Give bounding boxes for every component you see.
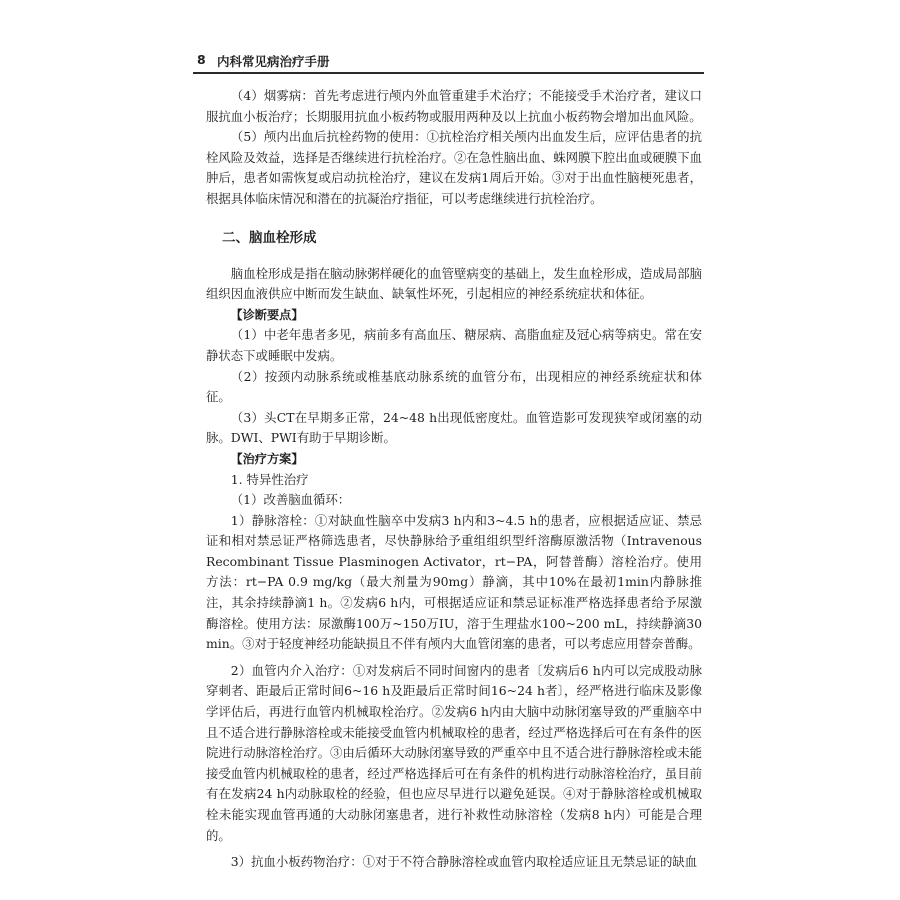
paragraph-antiplatelet: 3）抗血小板药物治疗：①对于不符合静脉溶栓或血管内取栓适应证且无禁忌证的缺血	[230, 854, 698, 870]
section-title: 二、脑血栓形成	[222, 229, 317, 246]
paragraph-diagnosis-3: （3）头CT在早期多正常，24~48 h出现低密度灶。血管造影可发现狭窄或闭塞的动脉。DWI、PWI有助于早期诊断。	[206, 409, 702, 446]
page-body	[206, 86, 702, 873]
paragraph-iv-thrombolysis: 1）静脉溶栓：①对缺血性脑卒中发病3 h内和3~4.5 h的患者，应根据适应证、禁忌证和相对禁忌证严格筛选患者，尽快静脉给予重组组织型纤溶酶原激活物（Intravenous Recombinant Tissue Plasminogen Activator，rt−PA，阿替普酶）溶栓治疗。使用方法：rt−PA 0.9 mg/kg（最大剂量为90mg）静滴，其中10%在最初1min内静脉推注，其余持续静滴1 h。②发病6 h内，可根据适应证和禁忌证标准严格选择患者给予尿激酶溶栓。使用方法：尿激酶100万~150万IU，溶于生理盐水100~200 mL，持续静滴30 min。③对于轻度神经功能缺损且不伴有颅内大血管闭塞的患者，可以考虑应用替奈普酶。	[206, 512, 702, 652]
paragraph-antithrombotic-after-hemorrhage: （5）颅内出血后抗栓药物的使用：①抗栓治疗相关颅内出血发生后，应评估患者的抗栓风险及效益，选择是否继续进行抗栓治疗。②在急性脑出血、蛛网膜下腔出血或硬膜下血肿后，患者如需恢复或启动抗栓治疗，建议在发病1周后开始。③对于出血性脑梗死患者，根据具体临床情况和潜在的抗凝治疗指征，可以考虑继续进行抗栓治疗。	[206, 129, 702, 206]
label-treatment: 【治疗方案】	[230, 451, 304, 466]
paragraph-diagnosis-2: （2）按颈内动脉系统或椎基底动脉系统的血管分布，出现相应的神经系统症状和体征。	[206, 368, 702, 405]
book-title: 内科常见病治疗手册	[217, 54, 330, 69]
paragraph-moyamoya: （4）烟雾病：首先考虑进行颅内外血管重建手术治疗；不能接受手术治疗者，建议口服抗血小板治疗；长期服用抗血小板药物或服用两种及以上抗血小板药物会增加出血风险。	[206, 88, 702, 124]
paragraph-improve-circulation: （1）改善脑血循环：	[230, 492, 351, 508]
page-number: 8	[197, 52, 206, 67]
paragraph-endovascular: 2）血管内介入治疗：①对发病后不同时间窗内的患者〔发病后6 h内可以完成股动脉穿刺者、距最后正常时间6~16 h及距最后正常时间16~24 h者〕，经严格进行临床及影像学评估后，再进行血管内机械取栓治疗。②发病6 h内由大脑中动脉闭塞导致的严重脑卒中且不适合进行静脉溶栓或未能接受血管内机械取栓的患者，经过严格选择后可在有条件的医院进行动脉溶栓治疗。③由后循环大动脉闭塞导致的严重卒中且不适合进行静脉溶栓或未能接受血管内机械取栓的患者，经过严格选择后可在有条件的机构进行动脉溶栓治疗，虽目前有在发病24 h内动脉取栓的经验，但也应尽早进行以避免延误。④对于静脉溶栓或机械取栓未能实现血管再通的大动脉闭塞患者，进行补救性动脉溶栓（发病8 h内）可能是合理的。	[206, 662, 702, 843]
running-header	[193, 46, 704, 74]
label-diagnosis: 【诊断要点】	[230, 307, 304, 322]
paragraph-diagnosis-1: （1）中老年患者多见，病前多有高血压、糖尿病、高脂血症及冠心病等病史。常在安静状态下或睡眠中发病。	[206, 327, 702, 363]
paragraph-specific-therapy: 1. 特异性治疗	[230, 471, 309, 487]
paragraph-definition: 脑血栓形成是指在脑动脉粥样硬化的血管壁病变的基础上，发生血栓形成，造成局部脑组织因血液供应中断而发生缺血、缺氧性坏死，引起相应的神经系统症状和体征。	[206, 265, 702, 302]
